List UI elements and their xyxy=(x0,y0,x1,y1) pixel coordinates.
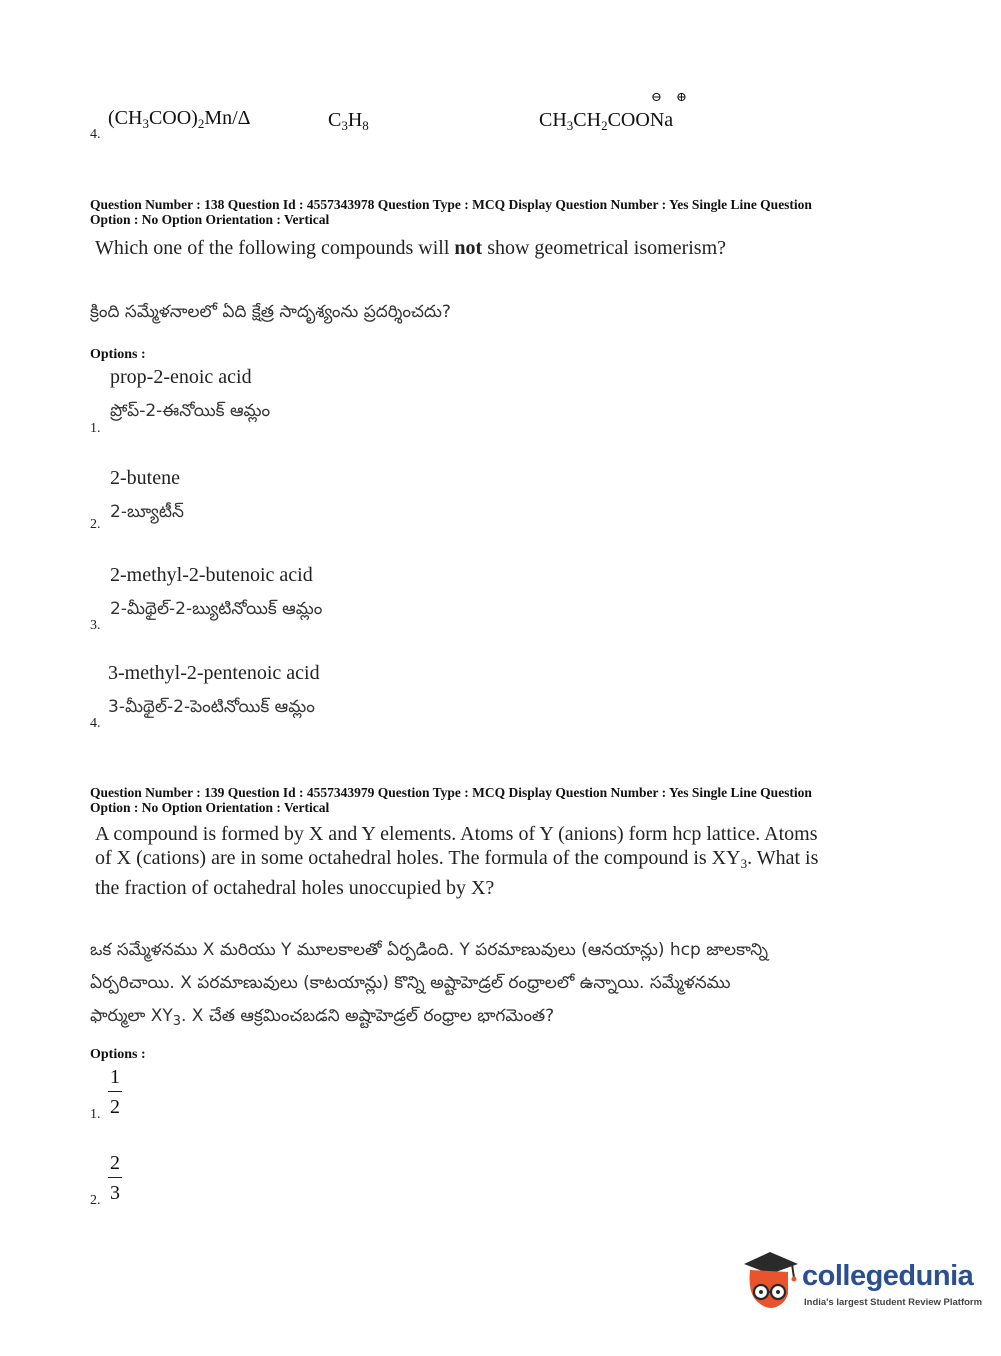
options-label: Options : xyxy=(90,347,146,362)
numerator: 2 xyxy=(110,1152,120,1174)
mascot-icon xyxy=(740,1248,800,1314)
question-text-te: క్రింది సమ్మేళనాలలో ఏది క్షేత్ర సాదృశ్యంను ప్రదర్శించదు? xyxy=(90,302,451,322)
formula-propane: $C_3H_8$ xyxy=(328,109,369,133)
option-text-en: prop-2-enoic acid xyxy=(110,366,252,388)
option-text-en: 3-methyl-2-pentenoic acid xyxy=(108,662,320,684)
option-number: 2. xyxy=(90,1193,101,1208)
logo-tagline: India's largest Student Review Platform xyxy=(804,1297,983,1308)
option-number: 2. xyxy=(90,517,101,532)
option-text-te: 3-మీథైల్-2-పెంటినోయిక్ ఆమ్లం xyxy=(108,697,315,717)
question-meta-line2: Option : No Option Orientation : Vertical xyxy=(90,800,330,815)
formula-sodium-propanoate: $CH_3CH_2COONa$ xyxy=(539,109,674,133)
option-number: 4. xyxy=(90,127,101,142)
option-text-en: 2-methyl-2-butenoic acid xyxy=(110,564,313,586)
fraction xyxy=(108,1066,122,1118)
option-text-te: 2-బ్యూటీన్ xyxy=(110,502,184,522)
logo-name: collegedunia xyxy=(802,1260,974,1292)
question-text-en: A compound is formed by X and Y elements. Atoms of Y (anions) form hcp lattice. Atoms of X (cations) are in some octahedral holes. The formula of the compound is $XY_3$. What is the fraction of octahedral holes unoccupied by X? xyxy=(95,823,819,899)
denominator: 2 xyxy=(110,1096,120,1118)
question-meta-line1: Question Number : 138 Question Id : 4557343978 Question Type : MCQ Display Question Number : Yes Single Line Question xyxy=(90,197,812,212)
question-text-te: ఒక సమ్మేళనము X మరియు Y మూలకాలతో ఏర్పడింది. Y పరమాణువులు (ఆనయాన్లు) hcp జాలకాన్ని ఏర్పరిచాయి. X పరమాణువులు (కాటయాన్లు) కొన్ని అష్టాహెడ్రల్ రంధ్రాలలో ఉన్నాయి. సమ్మేళనము ఫార్ములా $XY_3$. X చేత ఆక్రమించబడని అష్టాహెడ్రల్ రంధ్రాల భాగమెంత? xyxy=(90,940,769,1029)
question-meta-line2: Option : No Option Orientation : Vertical xyxy=(90,212,330,227)
positive-charge-icon: ⊕ xyxy=(676,89,687,104)
question-text-en: Which one of the following compounds will not show geometrical isomerism? xyxy=(95,237,727,259)
formula-manganese-acetate: $(CH_3COO)_2Mn/\Delta$ xyxy=(108,107,251,131)
option-number: 1. xyxy=(90,421,101,436)
option-text-en: 2-butene xyxy=(110,467,180,489)
fraction-bar xyxy=(108,1091,122,1092)
negative-charge-icon: ⊖ xyxy=(651,89,662,104)
option-number: 1. xyxy=(90,1107,101,1122)
collegedunia-logo xyxy=(740,1248,983,1318)
numerator: 1 xyxy=(110,1066,120,1088)
option-text-te: ప్రోప్-2-ఈనోయిక్ ఆమ్లం xyxy=(110,401,271,421)
fraction-bar xyxy=(108,1177,122,1178)
options-label: Options : xyxy=(90,1047,146,1062)
option-text-te: 2-మీథైల్-2-బ్యుటినోయిక్ ఆమ్లం xyxy=(110,599,323,619)
denominator: 3 xyxy=(110,1182,120,1204)
fraction xyxy=(108,1152,122,1204)
question-meta-line1: Question Number : 139 Question Id : 4557343979 Question Type : MCQ Display Question Number : Yes Single Line Question xyxy=(90,785,812,800)
option-number: 3. xyxy=(90,618,101,633)
option-number: 4. xyxy=(90,716,101,731)
